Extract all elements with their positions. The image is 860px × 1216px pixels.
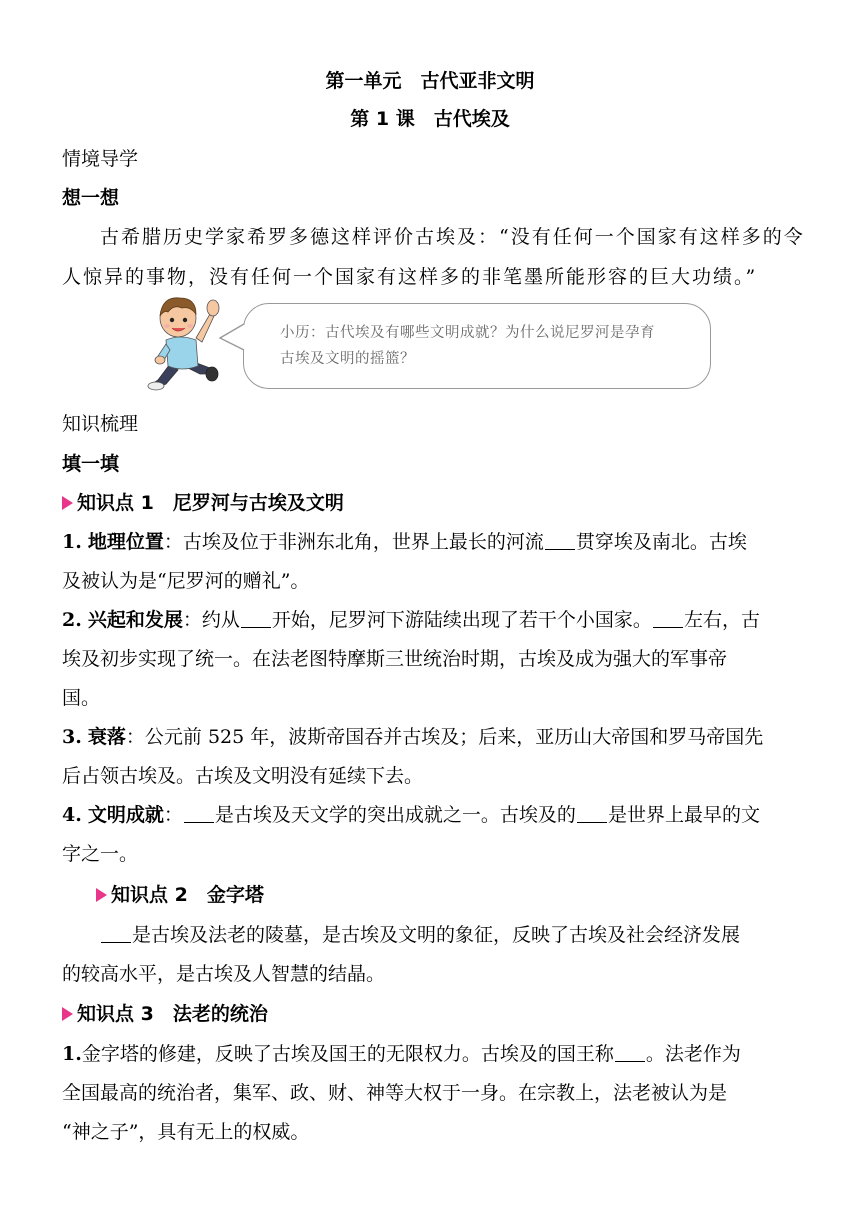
kp1-item2-line3: 国。 bbox=[62, 687, 101, 709]
kp1-item1-text-a: ：古埃及位于非洲东北角，世界上最长的河流 bbox=[163, 531, 544, 553]
kp1-item1-line1 bbox=[62, 527, 747, 554]
kp1-item4-text-c: 是世界上最早的文 bbox=[607, 804, 760, 826]
fill-blank[interactable] bbox=[241, 611, 271, 628]
kp1-item1-num: 1. bbox=[62, 531, 82, 553]
kp3-item1-text-a: 金字塔的修建，反映了古埃及国王的无限权力。古埃及的国王称 bbox=[81, 1043, 614, 1065]
kp3-heading bbox=[62, 999, 268, 1026]
speech-bubble-tail bbox=[218, 322, 246, 352]
kp1-item4-line2: 字之一。 bbox=[62, 843, 139, 865]
kp1-item3-label: 衰落 bbox=[87, 726, 126, 748]
fill-blank[interactable] bbox=[184, 806, 214, 823]
speech-line-1: 小历：古代埃及有哪些文明成就？为什么说尼罗河是孕育 bbox=[280, 325, 655, 341]
kp3-item1-text-b: 。法老作为 bbox=[645, 1043, 741, 1065]
kp2-title: 知识点 2 金字塔 bbox=[111, 884, 264, 906]
kp1-item4-num: 4. bbox=[62, 804, 82, 826]
kp3-item1-line1 bbox=[62, 1039, 741, 1066]
fill-blank[interactable] bbox=[615, 1045, 645, 1062]
kp1-item2-line1 bbox=[62, 605, 760, 632]
kp2-text-a: 是古埃及法老的陵墓，是古埃及文明的象征，反映了古埃及社会经济发展 bbox=[132, 924, 741, 946]
kp1-item2-text-b: 开始，尼罗河下游陆续出现了若干个小国家。 bbox=[271, 609, 652, 631]
kp2-line1 bbox=[100, 920, 740, 947]
fill-blank[interactable] bbox=[101, 926, 131, 943]
kp3-title: 知识点 3 法老的统治 bbox=[77, 1003, 268, 1025]
kp1-item2-text-c: 左右，古 bbox=[683, 609, 760, 631]
speech-bubble-text bbox=[280, 320, 690, 372]
cartoon-boy-illustration bbox=[144, 294, 226, 392]
kp1-item4-text-b: 是古埃及天文学的突出成就之一。古埃及的 bbox=[214, 804, 576, 826]
kp3-item1-num: 1. bbox=[62, 1043, 82, 1065]
kp1-item4-text-a: ： bbox=[163, 804, 183, 826]
unit-title: 第一单元 古代亚非文明 bbox=[325, 70, 535, 92]
intro-line-2: 人惊异的事物，没有任何一个国家有这样多的非笔墨所能形容的巨大功绩。” bbox=[62, 266, 758, 288]
fill-blank[interactable] bbox=[545, 533, 575, 550]
pink-triangle-icon bbox=[62, 1007, 73, 1021]
kp1-item4-label: 文明成就 bbox=[87, 804, 164, 826]
kp1-item3-line1 bbox=[62, 722, 763, 749]
kp1-item2-num: 2. bbox=[62, 609, 82, 631]
section-knowledge: 知识梳理 bbox=[62, 413, 139, 435]
fill-blank[interactable] bbox=[653, 611, 683, 628]
kp1-item3-text-a: ：公元前 525 年，波斯帝国吞并古埃及；后来，亚历山大帝国和罗马帝国先 bbox=[125, 726, 764, 748]
kp1-item2-label: 兴起和发展 bbox=[87, 609, 183, 631]
kp1-title: 知识点 1 尼罗河与古埃及文明 bbox=[77, 492, 344, 514]
section-fill: 填一填 bbox=[62, 453, 120, 475]
kp2-line2: 的较高水平，是古埃及人智慧的结晶。 bbox=[62, 963, 386, 985]
kp2-heading bbox=[96, 880, 264, 907]
section-situation: 情境导学 bbox=[62, 148, 139, 170]
lesson-title: 第 1 课 古代埃及 bbox=[350, 108, 510, 130]
fill-blank[interactable] bbox=[577, 806, 607, 823]
kp1-item2-text-a: ：约从 bbox=[182, 609, 240, 631]
kp1-item1-text-b: 贯穿埃及南北。古埃 bbox=[575, 531, 747, 553]
intro-line-1: 古希腊历史学家希罗多德这样评价古埃及：“没有任何一个国家有这样多的令 bbox=[100, 226, 805, 248]
section-think: 想一想 bbox=[62, 187, 120, 209]
kp1-item1-line2: 及被认为是“尼罗河的赠礼”。 bbox=[62, 570, 310, 592]
kp1-item1-label: 地理位置 bbox=[87, 531, 164, 553]
kp1-heading bbox=[62, 488, 344, 515]
kp1-item3-line2: 后占领古埃及。古埃及文明没有延续下去。 bbox=[62, 765, 424, 787]
kp3-item1-line3: “神之子”，具有无上的权威。 bbox=[62, 1121, 310, 1143]
pink-triangle-icon bbox=[96, 888, 107, 902]
pink-triangle-icon bbox=[62, 496, 73, 510]
kp1-item4-line1 bbox=[62, 800, 760, 827]
kp1-item2-line2: 埃及初步实现了统一。在法老图特摩斯三世统治时期，古埃及成为强大的军事帝 bbox=[62, 648, 728, 670]
kp3-item1-line2: 全国最高的统治者，集军、政、财、神等大权于一身。在宗教上，法老被认为是 bbox=[62, 1082, 728, 1104]
kp1-item3-num: 3. bbox=[62, 726, 82, 748]
speech-line-2: 古埃及文明的摇篮？ bbox=[280, 351, 415, 367]
